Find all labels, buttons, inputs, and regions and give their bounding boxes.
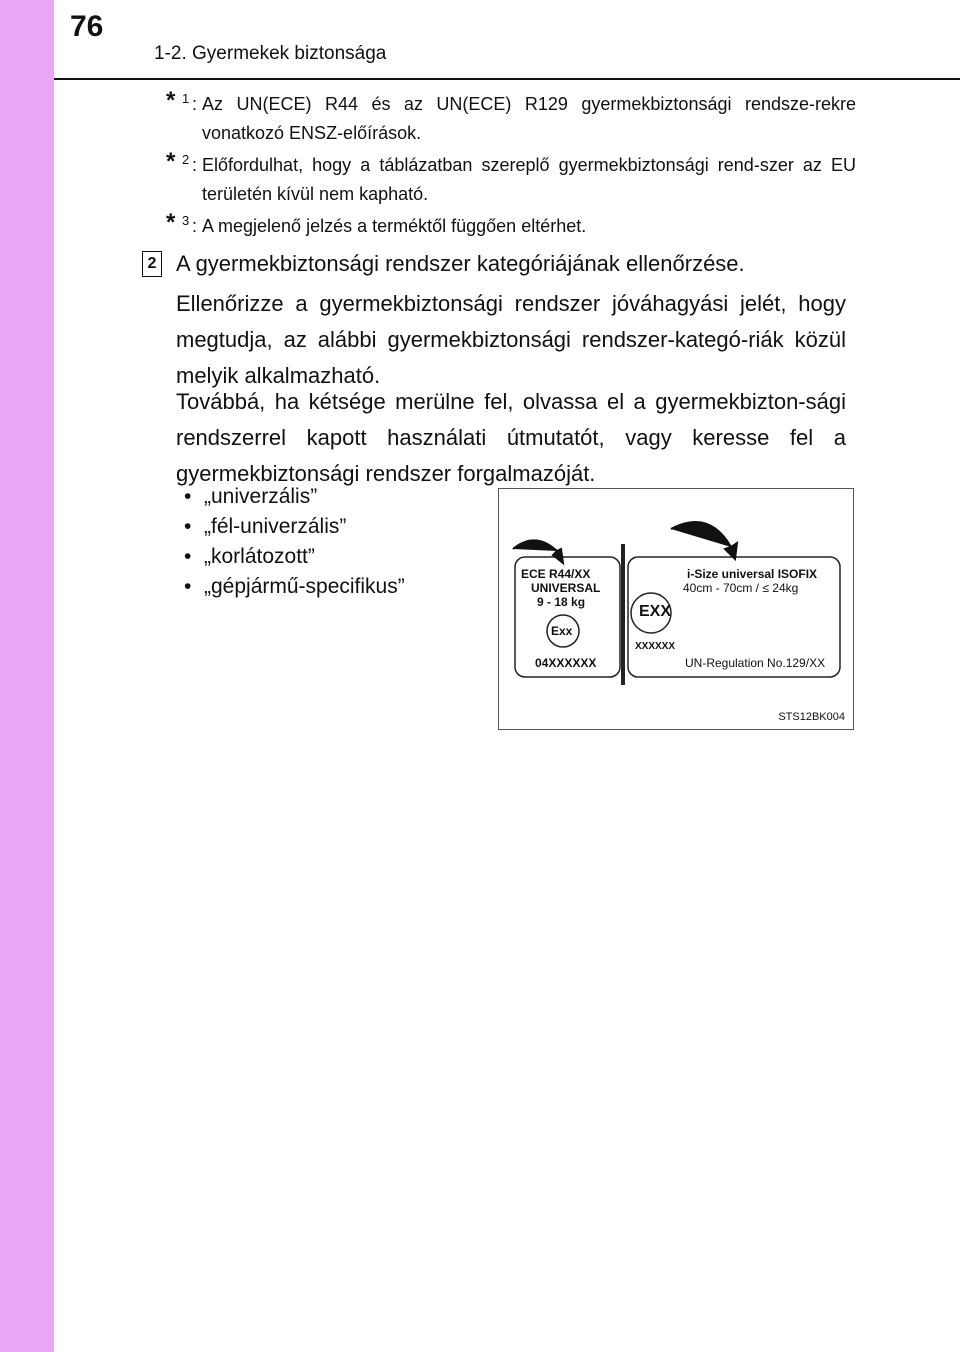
footnote-text: A megjelenő jelzés a terméktől függően eltérhet. [202, 216, 587, 236]
r129-regulation-line: UN-Regulation No.129/XX [685, 656, 826, 670]
list-item: • „fél-univerzális” [184, 515, 347, 538]
page-number: 76 [70, 10, 104, 43]
arrow-icon [671, 522, 737, 559]
label-illustration [499, 489, 853, 729]
figure-code: STS12BK004 [778, 711, 845, 723]
category-list [184, 482, 405, 602]
footnote-2: * 2 : Előfordulhat, hogy a táblázatban szereplő gyermekbiztonsági rend-szer az EU területén kívül nem kapható. [166, 151, 856, 209]
step-paragraph-2: Továbbá, ha kétsége merülne fel, olvassa el a gyermekbizton-sági rendszerrel kapott használati útmutatót, vagy keresse fel a gyermekbiztonsági rendszer forgalmazóját. [176, 389, 846, 486]
r44-approval-code: 04XXXXXX [535, 656, 597, 670]
footnote-mark: * [166, 87, 176, 114]
step-number-badge: 2 [142, 251, 162, 277]
footnote-number: 3 [182, 213, 190, 228]
list-item: • „univerzális” [184, 485, 318, 508]
r44-weight-line: 9 - 18 kg [537, 595, 586, 609]
footnote-mark: * [166, 148, 176, 175]
step-title: A gyermekbiztonsági rendszer kategóriájának ellenőrzése. [176, 251, 745, 276]
footnote-number: 2 [182, 152, 190, 167]
footnote-1: * 1 : Az UN(ECE) R44 és az UN(ECE) R129 gyermekbiztonsági rendsze-rekre vonatkozó ENSZ-előírások. [166, 90, 856, 148]
header-divider [54, 78, 960, 80]
r129-e-mark: EXX [639, 603, 672, 620]
r44-e-mark: Exx [551, 624, 573, 638]
section-title: 1-2. Gyermekek biztonsága [154, 43, 387, 64]
footnote-text: Az UN(ECE) R44 és az UN(ECE) R129 gyermekbiztonsági rendsze-rekre vonatkozó ENSZ-előírások. [202, 94, 856, 143]
footnote-mark: * [166, 209, 176, 236]
footnote-3: * 3 : A megjelenő jelzés a terméktől függően eltérhet. [166, 212, 856, 241]
step-paragraph-1: Ellenőrizze a gyermekbiztonsági rendszer jóváhagyási jelét, hogy megtudja, az alábbi gyermekbiztonsági rendszer-kategó-riák közül melyik alkalmazható. [176, 291, 846, 388]
list-item: • „gépjármű-specifikus” [184, 575, 405, 598]
approval-label-figure [498, 488, 854, 730]
r129-approval-code: XXXXXX [635, 641, 676, 652]
footnote-number: 1 [182, 91, 190, 106]
r44-approval-line: ECE R44/XX [521, 567, 591, 581]
side-tab [0, 0, 54, 1352]
footnote-text: Előfordulhat, hogy a táblázatban szereplő gyermekbiztonsági rend-szer az EU területén kívül nem kapható. [202, 155, 856, 204]
r129-category-line: i-Size universal ISOFIX [687, 567, 818, 581]
list-item: • „korlátozott” [184, 545, 315, 568]
r44-category-line: UNIVERSAL [531, 581, 601, 595]
r129-size-line: 40cm - 70cm / ≤ 24kg [683, 581, 799, 595]
